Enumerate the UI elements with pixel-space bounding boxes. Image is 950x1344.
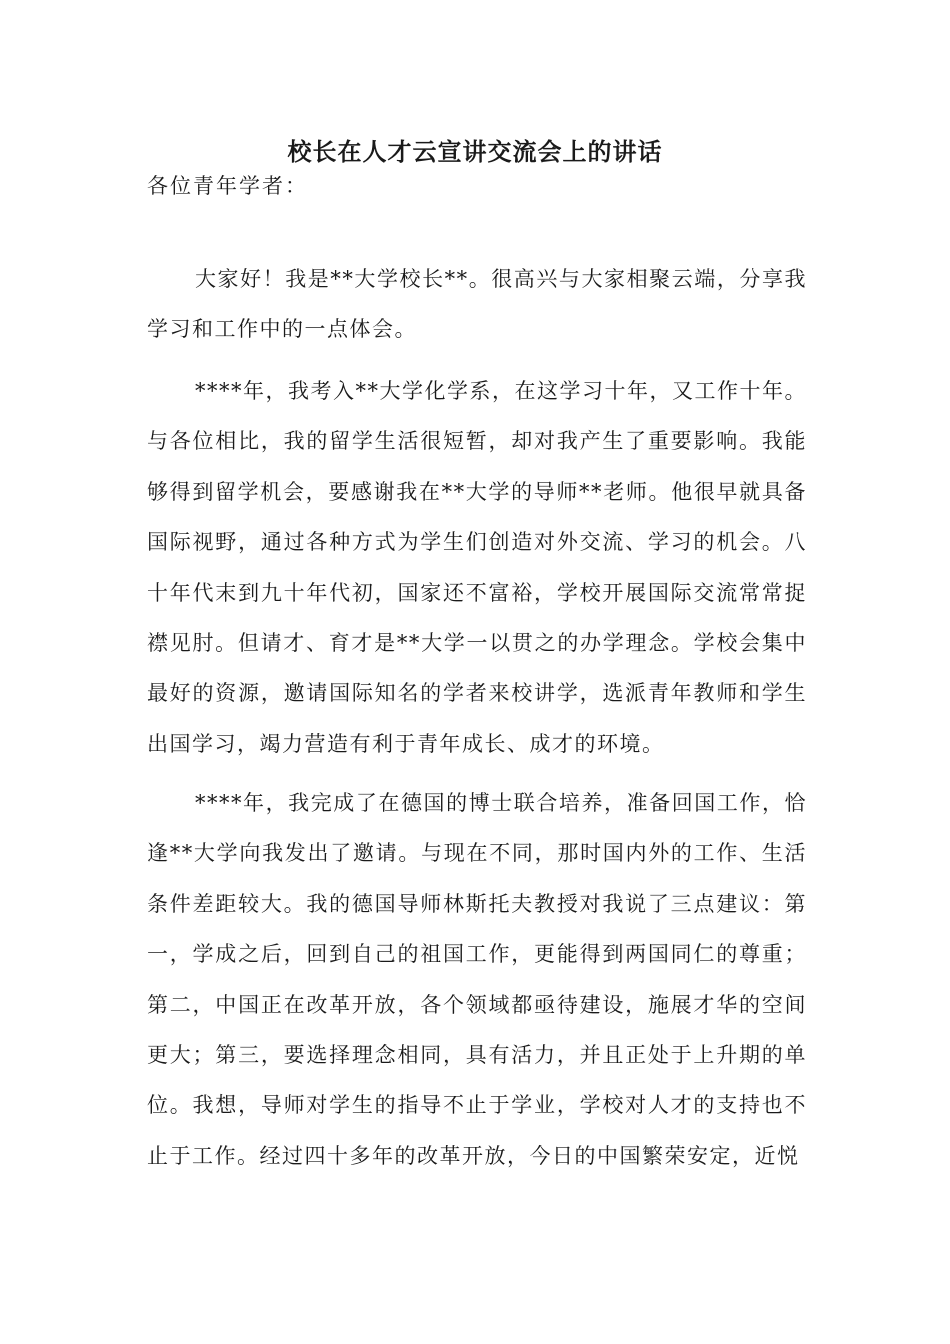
salutation: 各位青年学者： <box>147 174 308 198</box>
paragraph-1: 大家好！我是**大学校长**。很高兴与大家相聚云端，分享我学习和工作中的一点体会。 <box>147 267 807 342</box>
paragraph-2: ****年，我考入**大学化学系，在这学习十年，又工作十年。与各位相比，我的留学生活很短暂，却对我产生了重要影响。我能够得到留学机会，要感谢我在**大学的导师**老师。他很早就具备国际视野，通过各种方式为学生们创造对外交流、学习的机会。八十年代末到九十年代初，国家还不富裕，学校开展国际交流常常捉襟见肘。但请才、育才是**大学一以贯之的办学理念。学校会集中最好的资源，邀请国际知名的学者来校讲学，选派青年教师和学生出国学习，竭力营造有利于青年成长、成才的环境。 <box>147 379 807 756</box>
document-title: 校长在人才云宣讲交流会上的讲话 <box>287 138 663 166</box>
paragraph-3: ****年，我完成了在德国的博士联合培养，准备回国工作，恰逢**大学向我发出了邀请。与现在不同，那时国内外的工作、生活条件差距较大。我的德国导师林斯托夫教授对我说了三点建议：第一，学成之后，回到自己的祖国工作，更能得到两国同仁的尊重；第二，中国正在改革开放，各个领域都亟待建设，施展才华的空间更大；第三，要选择理念相同，具有活力，并且正处于上升期的单位。我想，导师对学生的指导不止于学业，学校对人才的支持也不止于工作。经过四十多年的改革开放，今日的中国繁荣安定，近悦 <box>147 791 807 1168</box>
